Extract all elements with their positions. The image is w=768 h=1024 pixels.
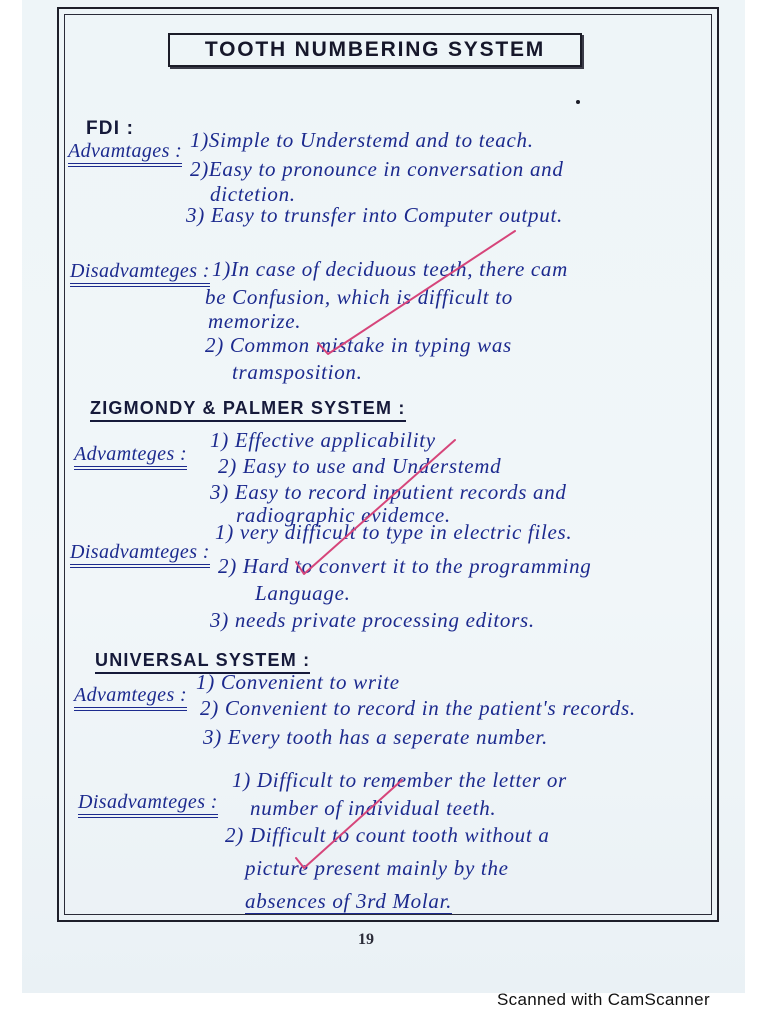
- advantage-item: 2) Easy to use and Understemd: [218, 454, 502, 478]
- disadvantage-item: 1) Difficult to remember the letter or: [232, 768, 567, 792]
- scanner-watermark: Scanned with CamScanner: [497, 990, 710, 1009]
- disadvantage-item: memorize.: [208, 309, 302, 333]
- advantage-item: 1) Effective applicability: [210, 428, 436, 452]
- disadvantage-item: 1) very difficult to type in electric files.: [215, 520, 573, 544]
- disadvantages-label: Disadvamteges :: [70, 259, 210, 287]
- section-heading-fdi: FDI :: [86, 118, 135, 139]
- disadvantage-item: absences of 3rd Molar.: [245, 889, 453, 913]
- disadvantages-label: Disadvamteges :: [78, 790, 218, 818]
- advantage-item: 1)Simple to Understemd and to teach.: [190, 128, 534, 152]
- section-heading-zigmondy-palmer: ZIGMONDY & PALMER SYSTEM :: [90, 397, 406, 422]
- advantages-label: Advamteges :: [74, 683, 187, 711]
- disadvantages-label: Disadvamteges :: [70, 540, 210, 568]
- advantage-item: dictetion.: [210, 182, 296, 206]
- disadvantage-item: 2) Common mistake in typing was: [205, 333, 512, 357]
- advantage-item: 2) Convenient to record in the patient's records.: [200, 696, 636, 720]
- advantage-item: 1) Convenient to write: [196, 670, 400, 694]
- disadvantage-item: 1)In case of deciduous teeth, there cam: [212, 257, 568, 281]
- page-title: TOOTH NUMBERING SYSTEM: [168, 33, 582, 67]
- disadvantage-item: number of individual teeth.: [250, 796, 497, 820]
- disadvantage-item: 3) needs private processing editors.: [210, 608, 535, 632]
- advantage-item: 3) Easy to trunsfer into Computer output.: [186, 203, 563, 227]
- advantages-label: Advamteges :: [74, 442, 187, 470]
- page-number: 19: [358, 931, 374, 948]
- section-heading-universal: UNIVERSAL SYSTEM :: [95, 649, 310, 674]
- disadvantage-item: picture present mainly by the: [245, 856, 509, 880]
- disadvantage-item: tramsposition.: [232, 360, 363, 384]
- advantage-item: radiographic evidemce.: [236, 503, 451, 527]
- advantages-label: Advamtages :: [68, 139, 182, 167]
- disadvantage-item: 2) Difficult to count tooth without a: [225, 823, 550, 847]
- advantage-item: 3) Every tooth has a seperate number.: [203, 725, 548, 749]
- disadvantage-item: Language.: [255, 581, 351, 605]
- disadvantage-item: 2) Hard to convert it to the programming: [218, 554, 592, 578]
- advantage-item: 3) Easy to record inputient records and: [210, 480, 567, 504]
- disadvantage-item: be Confusion, which is difficult to: [205, 285, 513, 309]
- advantage-item: 2)Easy to pronounce in conversation and: [190, 157, 564, 181]
- ink-dot: [576, 100, 580, 104]
